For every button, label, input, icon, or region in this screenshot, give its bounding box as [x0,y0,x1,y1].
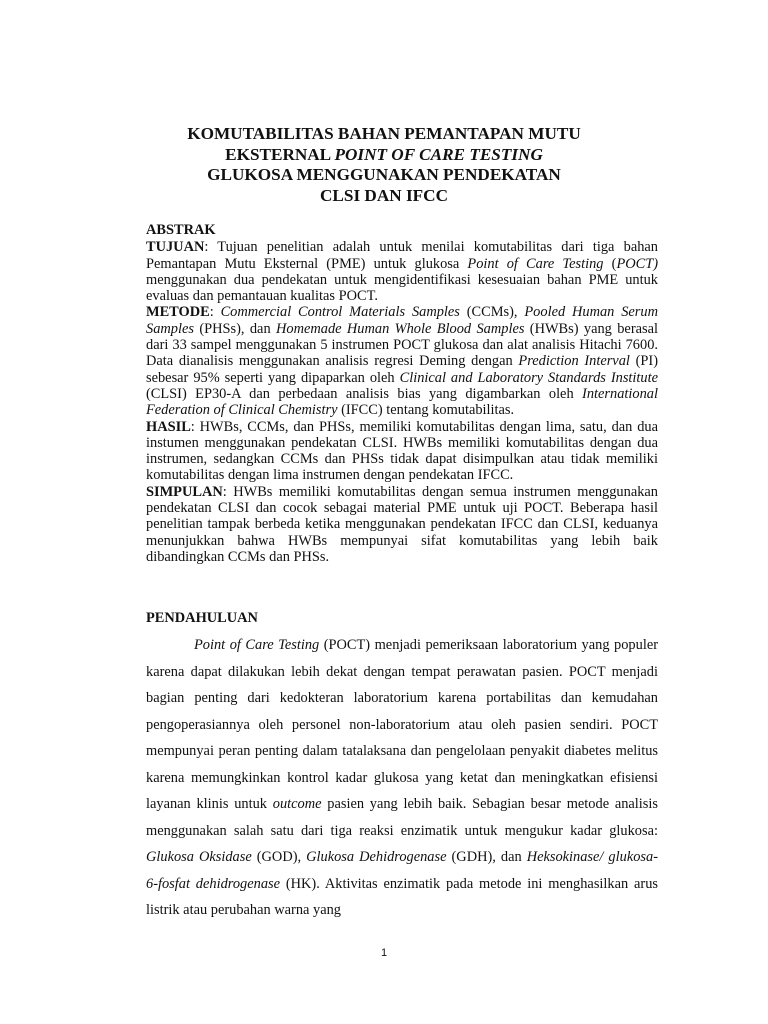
pend-italic-1: Point of Care Testing [194,637,320,653]
metode-italic-6: International Federation of Clinical Chemistry [146,385,658,419]
abstract-hasil [146,419,658,484]
title-line-2-italic: POINT OF CARE TESTING [334,144,543,164]
title-line-2-text: EKSTERNAL [225,144,335,164]
metode-italic-4: Prediction Interval [518,353,630,370]
hasil-text-1: : HWBs, CCMs, dan PHSs, memiliki komutabilitas dengan lima, satu, dan dua instumen menggunakan pendekatan CLSI. HWBs memiliki komutabilitas dengan dua instrumen, sedangkan CCMs dan PHSs tidak dapat disimpulkan atau tidak memiliki komutabilitas dengan lima instrumen dengan pendekatan IFCC. [146,418,658,484]
metode-text-6: (CLSI) EP30-A dan perbedaan analisis bias yang digambarkan oleh [146,385,583,402]
pend-italic-5: Heksokinase/ glukosa-6-fosfat dehidrogenase [146,849,658,892]
metode-text-4: (HWBs) yang berasal dari 33 sampel menggunakan 5 instrumen POCT glukosa dan alat analisis Hitachi 7600. Data dianalisis menggunakan analisis regresi Deming dengan [146,320,658,370]
abstract-metode [146,304,658,418]
pend-text-3: (GOD), [251,849,307,865]
metode-text-5: (PI) sebesar 95% seperti yang dipaparkan oleh [146,353,658,386]
tujuan-text-2: ( [603,255,617,272]
tujuan-italic-2: POCT) [616,255,659,272]
pend-text-1: (POCT) menjadi pemeriksaan laboratorium yang populer karena dapat dilakukan lebih dekat dengan tempat perawatan pasien. POCT menjadi bagian penting dari kedokteran laboratorium karena portabilitas dan kemudahan pengoperasiannya oleh personel non-laboratorium atau oleh pasien sendiri. POCT mempunyai peran penting dalam tatalaksana dan pengelolaan penyakit diabetes melitus karena memungkinkan kontrol kadar glukosa yang ketat dan meningkatkan efisiensi layanan klinis untuk [146,637,658,812]
pendahuluan-heading: PENDAHULUAN [146,610,258,626]
metode-text-7: (IFCC) tentang komutabilitas. [337,402,515,419]
abstract-simpulan [146,484,658,565]
abstract-tujuan [146,239,658,304]
pend-italic-2: outcome [272,796,322,812]
metode-text-1: : [209,304,221,321]
pend-italic-4: Glukosa Dehidrogenase [306,849,447,865]
metode-italic-5: Clinical and Laboratory Standards Institute [399,369,658,386]
metode-italic-3: Homemade Human Whole Blood Samples [276,320,525,337]
metode-text-2: (CCMs), [459,304,525,321]
hasil-label: HASIL [146,418,191,435]
paper-title [110,124,658,206]
tujuan-label: TUJUAN [146,239,205,256]
abstract-section [146,222,658,565]
page-number: 1 [380,947,388,959]
metode-text-3: (PHSs), dan [193,320,276,337]
pend-italic-3: Glukosa Oksidase [146,849,252,865]
title-line-2 [110,145,658,166]
pend-text-4: (GDH), dan [446,849,527,865]
metode-label: METODE [146,304,210,321]
abstract-heading: ABSTRAK [146,222,216,238]
metode-italic-1: Commercial Control Materials Samples [220,304,460,321]
tujuan-text-3: menggunakan dua pendekatan untuk mengidentifikasi kesesuaian bahan PME untuk evaluas dan pemantauan kualitas POCT. [146,271,658,305]
tujuan-italic-1: Point of Care Testing [467,255,604,272]
title-line-1: KOMUTABILITAS BAHAN PEMANTAPAN MUTU [187,124,581,143]
metode-italic-2: Pooled Human Serum Samples [146,304,658,337]
pendahuluan-paragraph [146,632,658,924]
title-line-3: GLUKOSA MENGGUNAKAN PENDEKATAN [207,165,561,184]
tujuan-text-1: : Tujuan penelitian adalah untuk menilai komutabilitas dari tiga bahan Pemantapan Mutu Eksternal (PME) untuk glukosa [146,239,658,272]
simpulan-text-1: : HWBs memiliki komutabilitas dengan semua instrumen menggunakan pendekatan CLSI dan cocok sebagai material PME untuk uji POCT. Beberapa hasil penelitian tampak berbeda ketika menggunakan pendekatan IFCC dan CLSI, keduanya menunjukkan bahwa HWBs mempunyai sifat komutabilitas yang lebih baik dibandingkan CCMs dan PHSs. [146,483,658,565]
pend-text-5: (HK). Aktivitas enzimatik pada metode ini menghasilkan arus listrik atau perubahan warna yang [146,875,659,918]
title-line-4: CLSI DAN IFCC [320,185,448,205]
pend-text-2: pasien yang lebih baik. Sebagian besar metode analisis menggunakan salah satu dari tiga reaksi enzimatik untuk mengukur kadar glukosa: [146,796,658,839]
simpulan-label: SIMPULAN [146,483,223,500]
